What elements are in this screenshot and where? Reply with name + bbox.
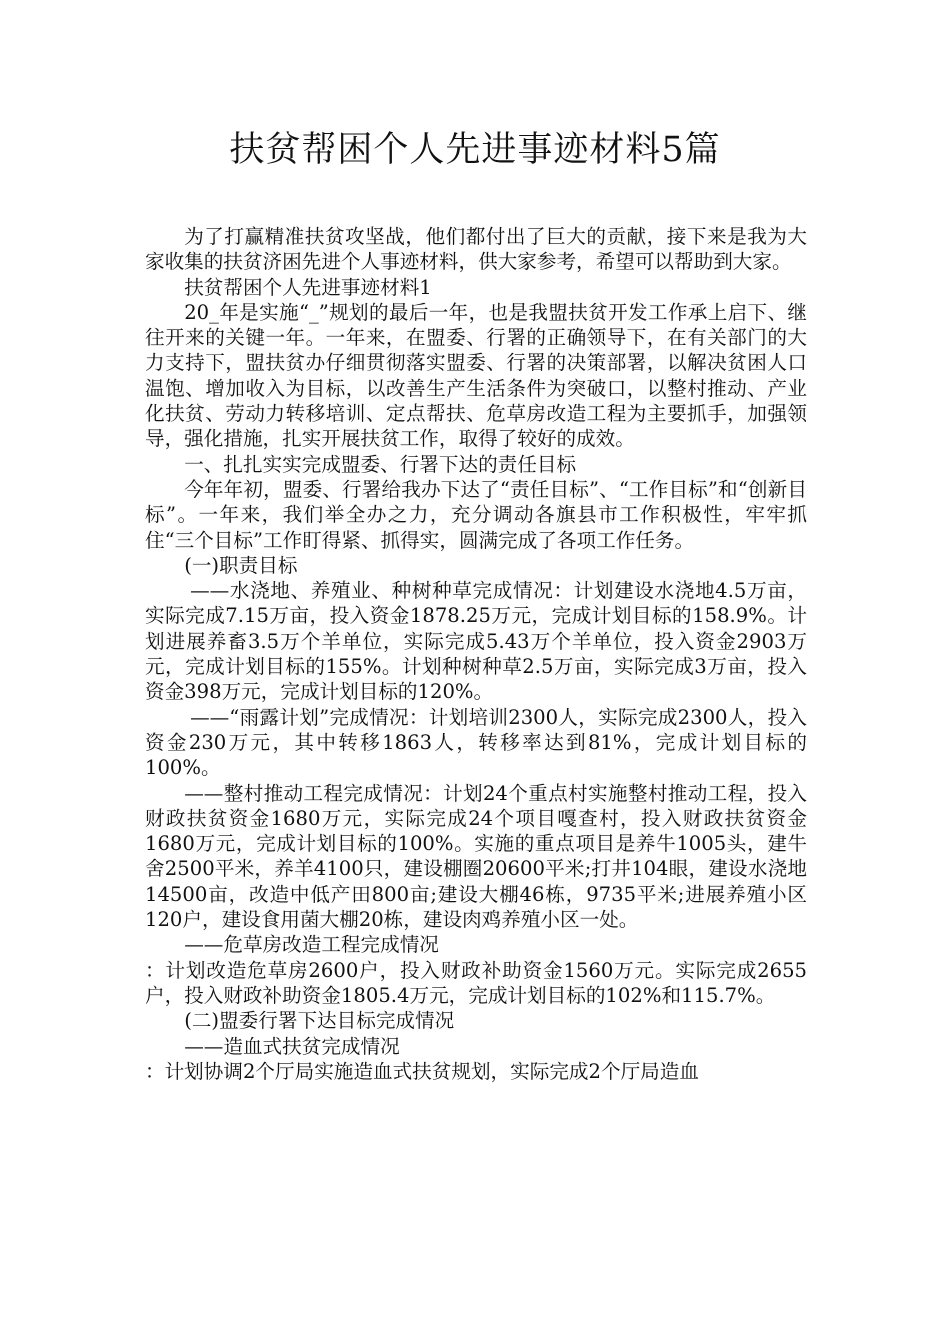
body-paragraph: 今年年初，盟委、行署给我办下达了“责任目标”、“工作目标”和“创新目标”。一年来，我们举全办之力，充分调动各旗县市工作积极性，牢牢抓住“三个目标”工作盯得紧、抓得实，圆满完成了各项工作任务。	[145, 477, 807, 552]
subsection-heading: (二)盟委行署下达目标完成情况	[184, 1009, 455, 1033]
intro-paragraph: 为了打赢精准扶贫攻坚战，他们都付出了巨大的贡献，接下来是我为大家收集的扶贫济困先进个人事迹材料，供大家参考，希望可以帮助到大家。	[145, 225, 807, 274]
item-heading: ——造血式扶贫完成情况	[184, 1034, 400, 1058]
subsection-heading: (一)职责目标	[184, 553, 298, 577]
document-title: 扶贫帮困个人先进事迹材料5篇	[229, 130, 721, 170]
body-paragraph: ——“雨露计划”完成情况：计划培训2300人，实际完成2300人，投入资金230万元，其中转移1863人，转移率达到81%，完成计划目标的100%。	[145, 705, 807, 780]
section-heading: 扶贫帮困个人先进事迹材料1	[184, 275, 432, 299]
section-heading: 一、扎扎实实完成盟委、行署下达的责任目标	[184, 452, 577, 476]
body-paragraph: 20_年是实施“_”规划的最后一年，也是我盟扶贫开发工作承上启下、继往开来的关键一年。一年来，在盟委、行署的正确领导下，在有关部门的大力支持下，盟扶贫办仔细贯彻落实盟委、行署的决策部署，以解决贫困人口温饱、增加收入为目标，以改善生产生活条件为突破口，以整村推动、产业化扶贫、劳动力转移培训、定点帮扶、危草房改造工程为主要抓手，加强领导，强化措施，扎实开展扶贫工作，取得了较好的成效。	[145, 300, 807, 451]
item-heading: ——危草房改造工程完成情况	[184, 933, 439, 957]
document-body	[145, 224, 807, 1084]
body-paragraph: ：计划改造危草房2600户，投入财政补助资金1560万元。实际完成2655户，投入财政补助资金1805.4万元，完成计划目标的102%和115.7%。	[145, 958, 807, 1007]
body-paragraph: ：计划协调2个厅局实施造血式扶贫规划，实际完成2个厅局造血	[145, 1059, 699, 1083]
body-paragraph: ——水浇地、养殖业、种树种草完成情况：计划建设水浇地4.5万亩，实际完成7.15万亩，投入资金1878.25万元，完成计划目标的158.9%。计划进展养畜3.5万个羊单位，实际完成5.43万个羊单位，投入资金2903万元，完成计划目标的155%。计划种树种草2.5万亩，实际完成3万亩，投入资金398万元，完成计划目标的120%。	[145, 579, 807, 704]
body-paragraph: ——整村推动工程完成情况：计划24个重点村实施整村推动工程，投入财政扶贫资金1680万元，实际完成24个项目嘎查村，投入财政扶贫资金1680万元，完成计划目标的100%。实施的重点项目是养牛1005头，建牛舍2500平米，养羊4100只，建设棚圈20600平米;打井104眼，建设水浇地14500亩，改造中低产田800亩;建设大棚46栋，9735平米;进展养殖小区120户，建设食用菌大棚20栋，建设肉鸡养殖小区一处。	[145, 781, 807, 932]
